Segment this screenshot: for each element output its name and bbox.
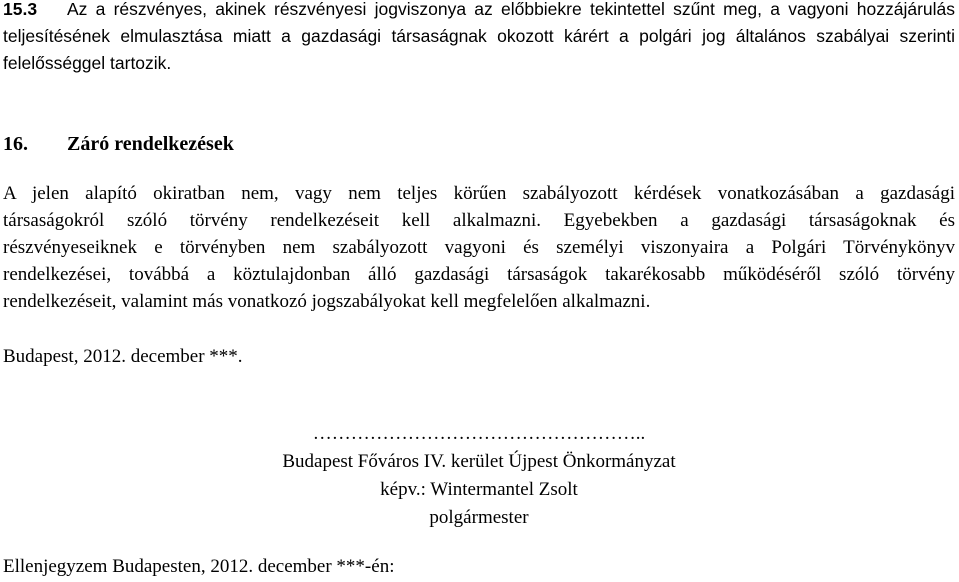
section-16-title: Záró rendelkezések xyxy=(67,133,234,155)
signatory-title: polgármester xyxy=(429,507,529,528)
signatory-entity: Budapest Főváros IV. kerület Újpest Önkormányzat xyxy=(282,451,676,472)
paragraph-line: A jelen alapító okiratban nem, vagy nem teljes körűen szabályozott kérdések vonatkozásában a gazdasági xyxy=(3,183,955,204)
section-16-number: 16. xyxy=(3,133,28,155)
countersignature-note: Ellenjegyzem Budapesten, 2012. december ***-én: xyxy=(3,556,395,577)
section-15-paragraph xyxy=(3,0,955,77)
place-and-date: Budapest, 2012. december ***. xyxy=(3,346,243,367)
paragraph-line: társaságokról szóló törvény rendelkezéseit kell alkalmazni. Egyebekben a gazdasági társaságoknak és xyxy=(3,210,955,231)
closing-provisions-paragraph xyxy=(3,180,955,315)
signature-block xyxy=(244,420,714,532)
section-15-number: 15.3 xyxy=(3,0,38,19)
paragraph-line: részvényeseiknek e törvényben nem szabályozott vagyoni és személyi viszonyaira a Polgári Törvénykönyv xyxy=(3,237,955,258)
paragraph-line: rendelkezéseit, valamint más vonatkozó jogszabályokat kell megfelelően alkalmazni. xyxy=(3,291,651,312)
signatory-representative: képv.: Wintermantel Zsolt xyxy=(380,479,578,500)
section-15-text: Az a részvényes, akinek részvényesi jogviszonya az előbbiekre tekintettel szűnt meg, a vagyoni hozzájárulás teljesítésének elmulasztása miatt a gazdasági társaságnak okozott kárért a polgári jog általános szabályai szerinti felelősséggel tartozik. xyxy=(3,0,955,73)
signature-line: …………………………………………….. xyxy=(312,423,646,444)
section-16-heading xyxy=(3,131,234,158)
paragraph-line: rendelkezései, továbbá a köztulajdonban álló gazdasági társaságok takarékosabb működéséről szóló törvény xyxy=(3,264,955,285)
